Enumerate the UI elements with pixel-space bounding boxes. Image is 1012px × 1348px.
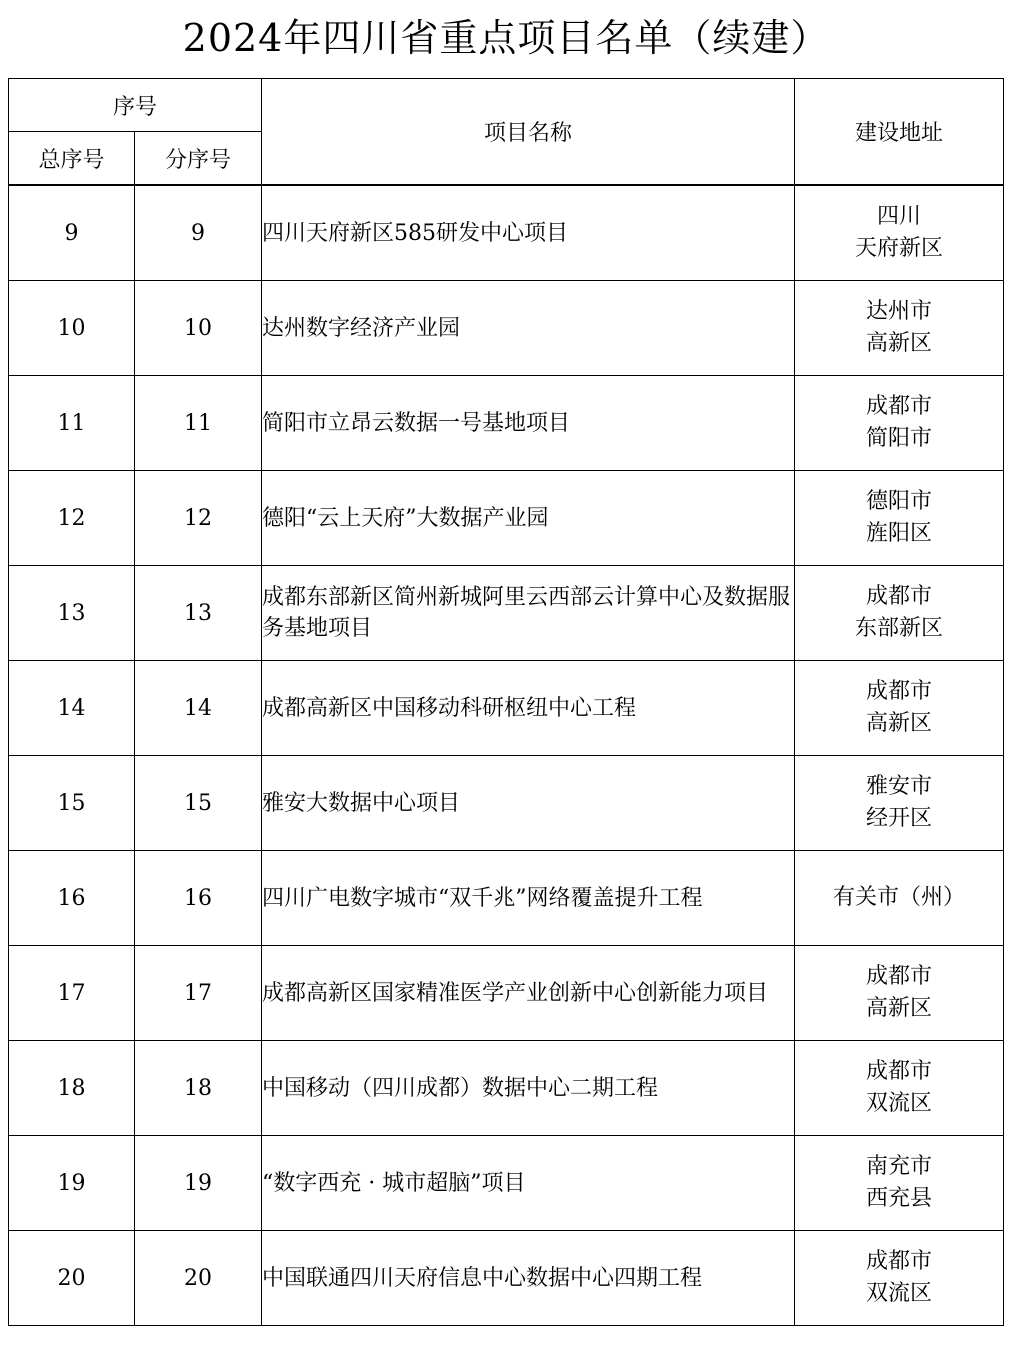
location-cell	[795, 1136, 1004, 1231]
location-line-2: 简阳市	[866, 426, 933, 451]
location-cell	[795, 566, 1004, 661]
total-seq-cell: 17	[9, 946, 135, 1041]
location-line-1: 雅安市	[866, 774, 933, 799]
project-name-cell: 成都高新区中国移动科研枢纽中心工程	[262, 661, 795, 756]
project-name-cell: 简阳市立昂云数据一号基地项目	[262, 376, 795, 471]
table-row	[9, 851, 1004, 946]
project-name-cell: 中国移动（四川成都）数据中心二期工程	[262, 1041, 795, 1136]
location-line-1: 成都市	[866, 1249, 933, 1274]
location-line-1: 达州市	[866, 299, 933, 324]
header-seq-group: 序号	[9, 79, 262, 132]
location-cell	[795, 1041, 1004, 1136]
project-name-cell: 达州数字经济产业园	[262, 281, 795, 376]
location-cell	[795, 851, 1004, 946]
header-row	[9, 79, 1004, 132]
sub-seq-cell: 20	[135, 1231, 262, 1326]
location-line-1: 成都市	[866, 584, 933, 609]
table-row	[9, 471, 1004, 566]
location-line-2: 高新区	[866, 711, 933, 736]
total-seq-cell: 15	[9, 756, 135, 851]
location-line-2: 经开区	[866, 806, 933, 831]
total-seq-cell: 20	[9, 1231, 135, 1326]
location-line-1: 成都市	[866, 1059, 933, 1084]
location-cell	[795, 756, 1004, 851]
location-cell	[795, 281, 1004, 376]
total-seq-cell: 11	[9, 376, 135, 471]
header-location: 建设地址	[795, 79, 1004, 186]
sub-seq-cell: 19	[135, 1136, 262, 1231]
location-line-1: 成都市	[866, 679, 933, 704]
location-line-1: 德阳市	[866, 489, 933, 514]
location-line-2: 高新区	[866, 331, 933, 356]
table-row	[9, 1231, 1004, 1326]
total-seq-cell: 12	[9, 471, 135, 566]
total-seq-cell: 10	[9, 281, 135, 376]
project-name-cell: 成都东部新区简州新城阿里云西部云计算中心及数据服务基地项目	[262, 566, 795, 661]
location-line-2: 天府新区	[855, 236, 944, 261]
project-name-cell: 四川天府新区585研发中心项目	[262, 185, 795, 281]
total-seq-cell: 16	[9, 851, 135, 946]
table-row	[9, 756, 1004, 851]
location-line-1: 成都市	[866, 394, 933, 419]
sub-seq-cell: 13	[135, 566, 262, 661]
table-row	[9, 566, 1004, 661]
sub-seq-cell: 10	[135, 281, 262, 376]
sub-seq-cell: 16	[135, 851, 262, 946]
location-line-1: 南充市	[866, 1154, 933, 1179]
project-name-cell: 四川广电数字城市“双千兆”网络覆盖提升工程	[262, 851, 795, 946]
location-line-2: 双流区	[866, 1091, 933, 1116]
header-project-name: 项目名称	[262, 79, 795, 186]
table-body	[9, 185, 1004, 1326]
location-line-2: 双流区	[866, 1281, 933, 1306]
location-line-2: 东部新区	[855, 616, 944, 641]
project-name-cell: 成都高新区国家精准医学产业创新中心创新能力项目	[262, 946, 795, 1041]
table-row	[9, 376, 1004, 471]
location-line-2: 旌阳区	[866, 521, 933, 546]
table-row	[9, 281, 1004, 376]
location-cell	[795, 471, 1004, 566]
location-line-2: 西充县	[866, 1186, 933, 1211]
total-seq-cell: 18	[9, 1041, 135, 1136]
location-cell	[795, 376, 1004, 471]
total-seq-cell: 13	[9, 566, 135, 661]
sub-seq-cell: 18	[135, 1041, 262, 1136]
total-seq-cell: 9	[9, 185, 135, 281]
sub-seq-cell: 14	[135, 661, 262, 756]
sub-seq-cell: 15	[135, 756, 262, 851]
project-name-cell: “数字西充 · 城市超脑”项目	[262, 1136, 795, 1231]
projects-table	[8, 78, 1004, 1326]
location-cell	[795, 661, 1004, 756]
location-cell	[795, 1231, 1004, 1326]
sub-seq-cell: 11	[135, 376, 262, 471]
location-line-1: 有关市（州）	[833, 885, 966, 910]
table-row	[9, 1041, 1004, 1136]
table-row	[9, 185, 1004, 281]
project-name-cell: 中国联通四川天府信息中心数据中心四期工程	[262, 1231, 795, 1326]
table-row	[9, 1136, 1004, 1231]
project-name-cell: 德阳“云上天府”大数据产业园	[262, 471, 795, 566]
project-name-cell: 雅安大数据中心项目	[262, 756, 795, 851]
sub-seq-cell: 12	[135, 471, 262, 566]
sub-seq-cell: 9	[135, 185, 262, 281]
location-line-1: 成都市	[866, 964, 933, 989]
header-total-seq: 总序号	[9, 132, 135, 186]
location-cell	[795, 185, 1004, 281]
table-row	[9, 661, 1004, 756]
location-line-1: 四川	[877, 204, 922, 229]
table-row	[9, 946, 1004, 1041]
location-cell	[795, 946, 1004, 1041]
total-seq-cell: 19	[9, 1136, 135, 1231]
total-seq-cell: 14	[9, 661, 135, 756]
sub-seq-cell: 17	[135, 946, 262, 1041]
header-sub-seq: 分序号	[135, 132, 262, 186]
page-title: 2024年四川省重点项目名单（续建）	[182, 16, 830, 60]
location-line-2: 高新区	[866, 996, 933, 1021]
